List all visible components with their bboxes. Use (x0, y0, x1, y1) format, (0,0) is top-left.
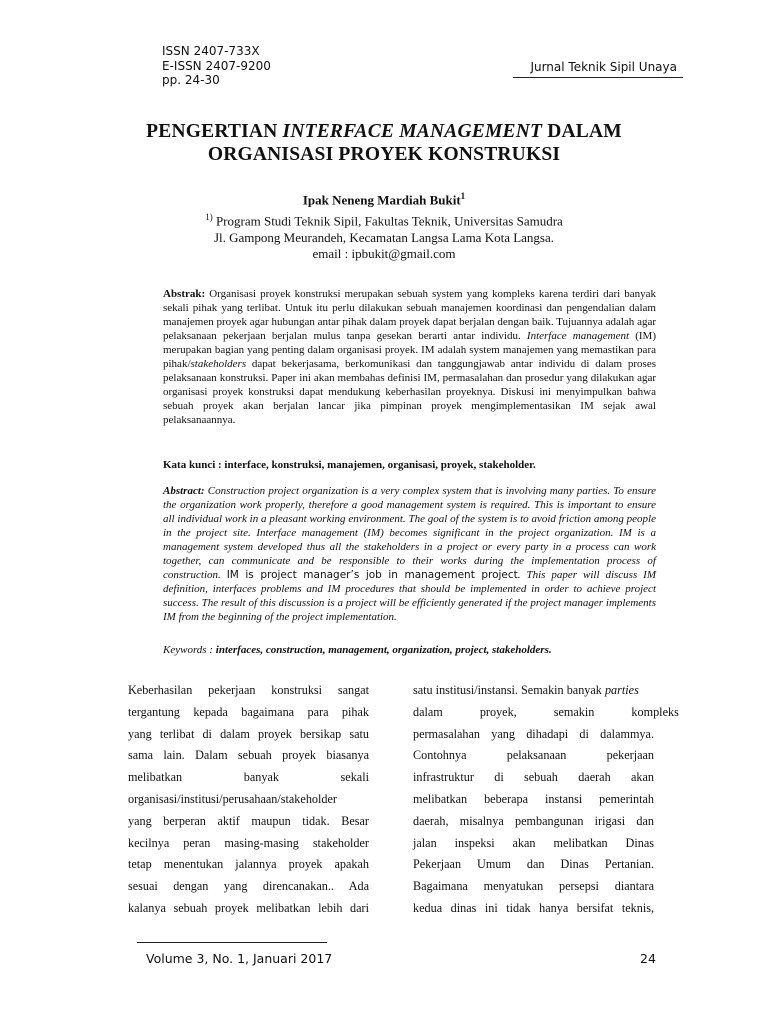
issn: ISSN 2407-733X (162, 44, 260, 58)
abstract-en (163, 484, 656, 624)
title-line2: ORGANISASI PROYEK KONSTRUKSI (207, 144, 561, 165)
body-line: sama lain. Dalam sebuah proyek biasanya (128, 748, 369, 763)
body-line: Bagaimana menyatukan persepsi diantara (413, 879, 654, 894)
keywords-en (163, 643, 656, 657)
body-line: yang terlibat di dalam proyek bersikap satu (128, 726, 369, 741)
body-line: kalanya sebuah proyek melibatkan lebih dari (128, 900, 369, 915)
body-line: yang berperan aktif maupun tidak. Besar (128, 813, 369, 828)
body-left-column (128, 680, 369, 920)
eissn: E-ISSN 2407-9200 (162, 58, 271, 73)
issn-block (162, 44, 271, 88)
author-sup: 1 (460, 191, 466, 201)
abstract-text3: . This paper will discuss IM definition, interfaces problems and IM procedures that should be implemented in order to achieve project success. The result of this discussion is a project will be efficiently generated if the project manager implements IM from the beginning of the project implementation. (163, 569, 657, 623)
title-part1: PENGERTIAN (146, 121, 283, 142)
body-line: tetap menentukan jalannya proyek apakah (128, 857, 369, 872)
body-line: jalan inspeksi akan melibatkan Dinas (413, 835, 654, 850)
abstract-text1: Construction project organization is a very complex system that is involving many parties. To ensure the organization work properly, therefore a good management system is required. This is important to ensure all individual work in a pleasant working environment. The goal of the system is to avoid friction among people in the project site. Interface management (IM) becomes significant in the project organization. IM is a management system developed thus all the stakeholders in a project or every party in a process can work together, can communicate and be responsible to their works during the implementation process of construction. (163, 485, 656, 581)
body-line: dalam proyek, semakin kompleks (413, 704, 679, 719)
affiliation (120, 209, 648, 263)
abstrak-text1: Organisasi proyek konstruksi merupakan sebuah system yang kompleks karena terdiri dari banyak sekali pihak yang terlibat. Untuk itu perlu dilakukan sebuah manajemen koordinasi dan pengendalian dalam manajemen proyek agar hubungan antar pihak dalam proyek dapat berjalan dengan baik. Tujuannya adalah agar pelaksanaan pekerjaan berjalan mulus tanpa gesekan berarti antar individu. (163, 288, 656, 342)
body-line: kedua dinas ini tidak hanya bersifat teknis, (413, 900, 654, 915)
body-line: Pekerjaan Umum dan Dinas Pertanian. (413, 857, 654, 872)
abstract-label: Abstract: (163, 485, 205, 497)
author-name-text: Ipak Neneng Mardiah Bukit (302, 192, 461, 208)
body-line: organisasi/institusi/perusahaan/stakeholder (128, 791, 337, 806)
body-right-column (413, 680, 679, 920)
journal-name: Jurnal Teknik Sipil Unaya (530, 60, 677, 74)
author-email: email : ipbukit@gmail.com (312, 246, 456, 262)
title-part2: DALAM (542, 121, 622, 142)
affil-line2: Jl. Gampong Meurandeh, Kecamatan Langsa Lama Kota Langsa. (213, 229, 555, 245)
keywords-value: interfaces, construction, management, organization, project, stakeholders. (215, 644, 552, 656)
paper-title (120, 120, 648, 166)
body-line: Contohnya pelaksanaan pekerjaan (413, 748, 654, 763)
author-name (120, 191, 648, 208)
abstrak-text3: dapat bekerjasama, berkomunikasi dan tanggungjawab antar individu di dalam proses pelaksanaan konstruksi. Paper ini akan membahas definisi IM, permasalahan dan prosedur yang dilakukan agar organisasi proyek konstruksi dapat mendukung keberhasilan proyeknya. Diskusi ini menyimpulkan bahwa sebuah proyek akan berjalan lancar jika pimpinan proyek mengimplementasikan IM sejak awal pelaksanaannya. (163, 358, 656, 426)
affil-line1: Program Studi Teknik Sipil, Fakultas Teknik, Universitas Samudra (212, 213, 563, 229)
body-line: sesuai dengan yang direncanakan.. Ada (128, 879, 369, 894)
abstrak-label: Abstrak: (163, 288, 206, 300)
kata-kunci: Kata kunci : interface, konstruksi, manajemen, organisasi, proyek, stakeholder. (163, 459, 536, 471)
abstrak-italic1: Interface management (526, 330, 630, 342)
page-number: 24 (640, 951, 656, 966)
abstrak-italic2: stakeholders (190, 358, 247, 370)
page-range: pp. 24-30 (162, 73, 220, 87)
body-line: kecilnya peran masing-masing stakeholder (128, 835, 369, 850)
body-line-italic: parties (604, 683, 639, 697)
volume-info: Volume 3, No. 1, Januari 2017 (146, 951, 333, 966)
abstract-text2: IM is project manager’s job in management project (226, 569, 518, 581)
affil-sup: 1) (205, 212, 213, 222)
keywords-label: Keywords : (163, 644, 216, 656)
body-line: melibatkan banyak sekali (128, 770, 369, 785)
abstrak-text2: (IM) merupakan bagian yang penting dalam organisasi proyek. IM adalah system manajemen yang memastikan para pihak/ (163, 330, 656, 370)
body-line: melibatkan beberapa instansi pemerintah (413, 791, 654, 806)
abstrak (163, 287, 656, 427)
footer-divider (137, 942, 327, 943)
body-line: Keberhasilan pekerjaan konstruksi sangat (128, 683, 369, 697)
body-line: daerah, misalnya pembangunan irigasi dan (413, 813, 654, 828)
header-divider (513, 77, 683, 78)
body-line: tergantung kepada bagaimana para pihak (128, 704, 369, 719)
body-line (413, 680, 654, 702)
title-italic: INTERFACE MANAGEMENT (282, 121, 543, 142)
body-line: infrastruktur di sebuah daerah akan (413, 770, 654, 785)
body-line-text: satu institusi/instansi. Semakin banyak (413, 683, 605, 697)
body-line: permasalahan yang dihadapi di dalammya. (413, 726, 654, 741)
